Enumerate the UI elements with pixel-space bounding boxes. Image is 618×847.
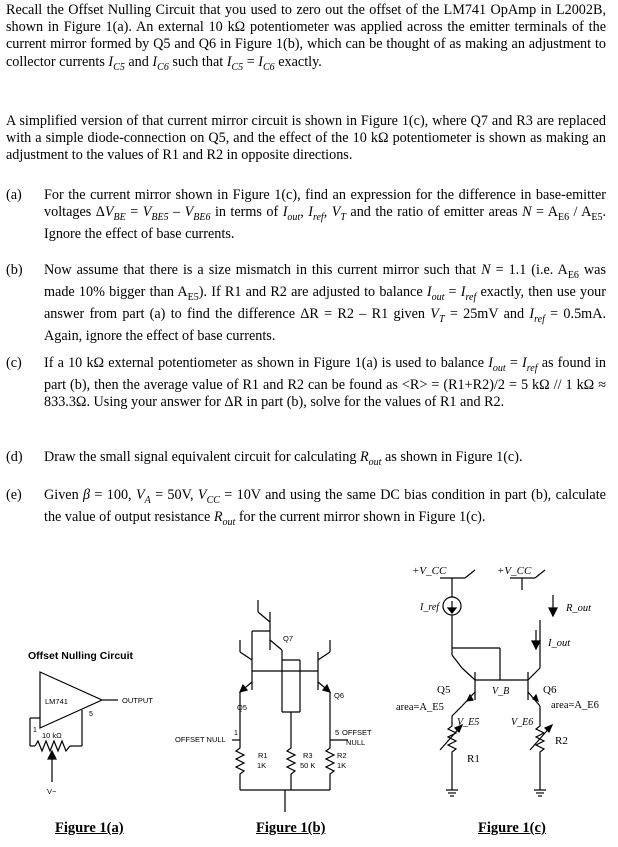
r3-resistor [287, 740, 295, 790]
fig-c-q5: Q5 [437, 684, 451, 696]
fig-b-offset-right-1: OFFSET [342, 728, 372, 737]
question-text: If a 10 kΩ external potentiometer as shown in Figure 1(a) is used to balance $I_{out} = I_{ref}$ as found in part (b), then the average value of R1 and R2 can be found as <R> = (R1+R2)/2 = 5 kΩ // 1 kΩ ≈ 833.3Ω. Using your answer for ΔR in part (b), solve for the values of R1 and R2. [44, 355, 606, 411]
fig-a-output-label: OUTPUT [122, 696, 153, 705]
fig-b-r2-name: R2 [337, 751, 347, 760]
fig-b-q5: Q5 [237, 703, 248, 712]
figure-1a [30, 672, 118, 782]
fig-c-iout: I_out [548, 638, 571, 649]
fig-b-offset-right-2: NULL [346, 738, 366, 747]
fig-c-q6: Q6 [543, 684, 557, 696]
fig-b-q7: Q7 [283, 634, 294, 643]
fig-c-area-right: area=A_E6 [551, 700, 599, 711]
question-label: (c) [6, 355, 22, 371]
fig-c-ve6: V_E6 [511, 717, 534, 728]
fig-c-vb: V_B [492, 686, 510, 697]
fig-a-opamp-label: LM741 [45, 697, 68, 706]
fig-a-title: Offset Nulling Circuit [28, 650, 133, 662]
question-label: (b) [6, 262, 23, 278]
intro-paragraph-2: A simplified version of that current mirror circuit is shown in Figure 1(c), where Q7 and R3 are replaced with a simple diode-connection on Q5, and the effect of the 10 kΩ potentiometer is shown as making an adjustment to the values of R1 and R2 in opposite directions. [6, 113, 606, 164]
fig-c-iref: I_ref [420, 602, 440, 613]
figure-1b [232, 600, 348, 812]
question-text: Draw the small signal equivalent circuit for calculating $R_{out}$ as shown in Figure 1(c). [44, 449, 523, 468]
fig-c-vcc2: +V_CC [497, 565, 532, 577]
fig-b-r1-val: 1K [257, 761, 267, 770]
fig-b-r3-val: 50 K [300, 761, 316, 770]
fig-c-r2: R2 [555, 735, 568, 747]
fig-a-pot-label: 10 kΩ [42, 731, 62, 740]
figure-1b-caption: Figure 1(b) [256, 820, 326, 836]
fig-b-r2-val: 1K [337, 761, 347, 770]
question-label: (d) [6, 449, 23, 465]
fig-c-r1: R1 [467, 753, 480, 765]
fig-b-r3-name: R3 [303, 751, 313, 760]
r1-resistor [236, 740, 244, 790]
r2-resistor [326, 740, 334, 790]
fig-b-pin5: 5 [335, 728, 340, 737]
fig-c-vcc1: +V_CC [412, 565, 447, 577]
fig-c-rout: R_out [566, 603, 592, 614]
question-text: Given β = 100, $V_A = 50V$, $V_{CC} = 10V$ and using the same DC bias condition in part (b), calculate the value of output resistance $R_{out}$ for the current mirror shown in Figure 1(c). [44, 487, 606, 528]
fig-b-offset-null-left: OFFSET NULL [175, 735, 226, 744]
figure-1c-caption: Figure 1(c) [478, 820, 546, 836]
fig-c-ve5: V_E5 [457, 717, 480, 728]
r2-resistor-c [536, 716, 544, 770]
fig-a-pin5: 5 [89, 711, 93, 718]
r1-resistor-c [448, 716, 456, 770]
fig-a-vminus: V− [47, 787, 57, 796]
fig-c-area-left: area=A_E5 [396, 702, 444, 713]
fig-b-pin1: 1 [234, 730, 238, 737]
figure-1a-caption: Figure 1(a) [55, 820, 124, 836]
intro-paragraph-1: Recall the Offset Nulling Circuit that you used to zero out the offset of the LM741 OpAmp in L2002B, shown in Figure 1(a). An external 10 kΩ potentiometer was applied across the emitter terminals of the current mirror formed by Q5 and Q6 in Figure 1(b), which can be thought of as making an adjustment to collector currents $I_{C5}$ and $I_{C6}$ such that $I_{C5} = I_{C6}$ exactly. [6, 2, 606, 73]
figure-1c [440, 570, 557, 796]
fig-a-pin1: 1 [33, 727, 37, 734]
question-label: (a) [6, 187, 22, 203]
question-label: (e) [6, 487, 22, 503]
potentiometer-icon [35, 741, 70, 751]
fig-b-r1-name: R1 [258, 751, 268, 760]
question-text: Now assume that there is a size mismatch in this current mirror such that N = 1.1 (i.e. $A_{E6}$ was made 10% bigger than $A_{E5}$). If R1 and R2 are adjusted to balance $I_{out} = I_{ref}$ exactly, then use your answer from part (a) to find the difference ΔR = R2 – R1 given $V_T = 25mV$ and $I_{ref} = 0.5mA$. Again, ignore the effect of base currents. [44, 262, 606, 345]
fig-b-q6: Q6 [334, 691, 345, 700]
question-text: For the current mirror shown in Figure 1(c), find an expression for the difference in base-emitter voltages $\Delta V_{BE} = V_{BE5} - V_{BE6}$ in terms of $I_{out}$, $I_{ref}$, $V_T$ and the ratio of emitter areas $N = A_{E6} / A_{E5}$. Ignore the effect of base currents. [44, 187, 607, 243]
